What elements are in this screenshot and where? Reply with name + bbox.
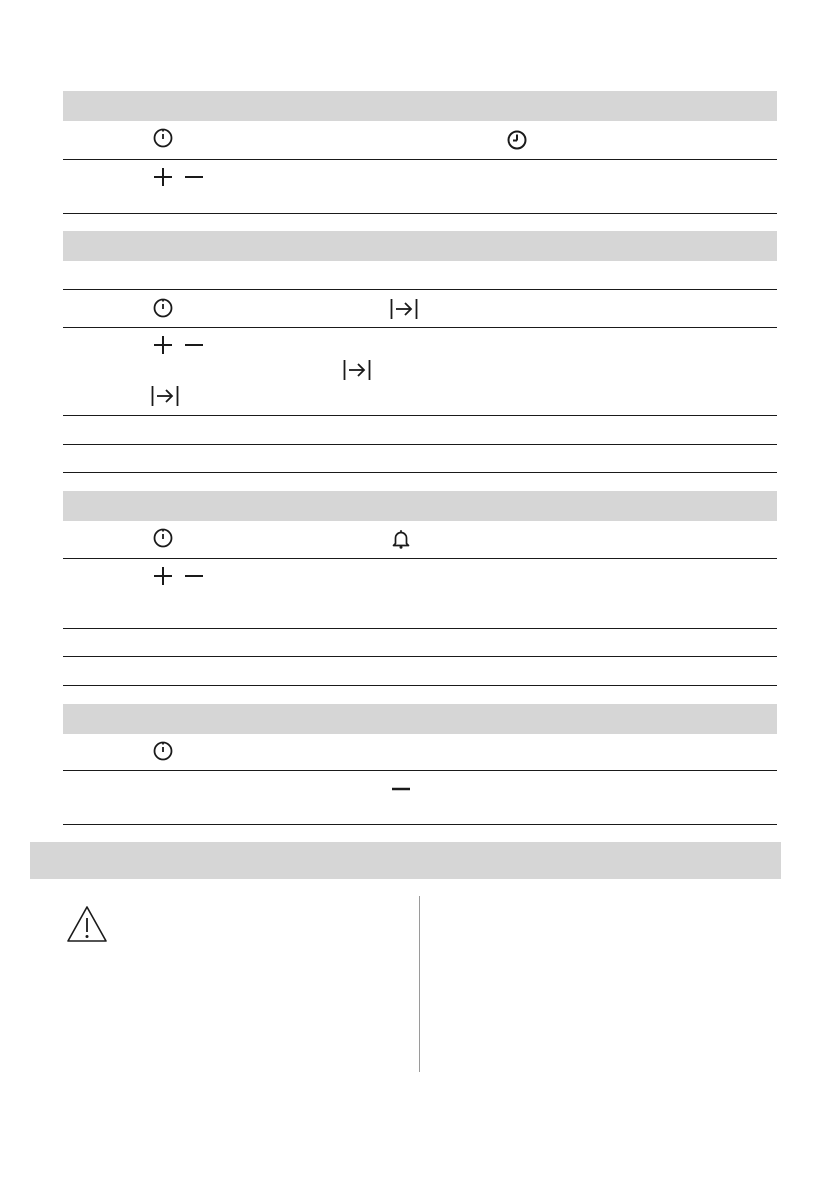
table2-rule-2: [63, 327, 777, 328]
arrow-to-end-icon: [390, 298, 418, 320]
table2-rule-3: [63, 415, 777, 416]
table2-rule-4: [63, 444, 777, 445]
table1-rule-2: [63, 213, 777, 214]
table2-rule-1: [63, 289, 777, 290]
arrow-to-end-icon: [343, 359, 371, 381]
table1-rule-1: [63, 159, 777, 160]
table2-rule-5: [63, 472, 777, 473]
minus-icon: [184, 167, 204, 187]
timer-icon: [153, 298, 173, 318]
timer-icon: [153, 128, 173, 148]
table4-rule-1: [63, 770, 777, 771]
plus-icon: [153, 335, 173, 355]
table3-rule-3: [63, 656, 777, 657]
timer-icon: [153, 741, 173, 761]
plus-icon: [153, 167, 173, 187]
table3-header-band: [63, 491, 777, 521]
minus-icon: [184, 566, 204, 586]
section-header-band: [30, 842, 781, 879]
table1-header-band: [63, 91, 777, 121]
table3-rule-1: [63, 558, 777, 559]
bell-icon: [392, 529, 410, 549]
table4-header-band: [63, 704, 777, 734]
arrow-to-end-icon: [151, 385, 179, 407]
plus-icon: [153, 566, 173, 586]
minus-icon: [391, 779, 411, 799]
column-divider: [419, 896, 420, 1072]
table2-header-band: [63, 231, 777, 261]
table3-rule-4: [63, 685, 777, 686]
warning-icon: [66, 905, 108, 943]
table4-rule-2: [63, 824, 777, 825]
table3-rule-2: [63, 628, 777, 629]
timer-icon: [153, 528, 173, 548]
clock-icon: [507, 130, 527, 150]
minus-icon: [184, 335, 204, 355]
